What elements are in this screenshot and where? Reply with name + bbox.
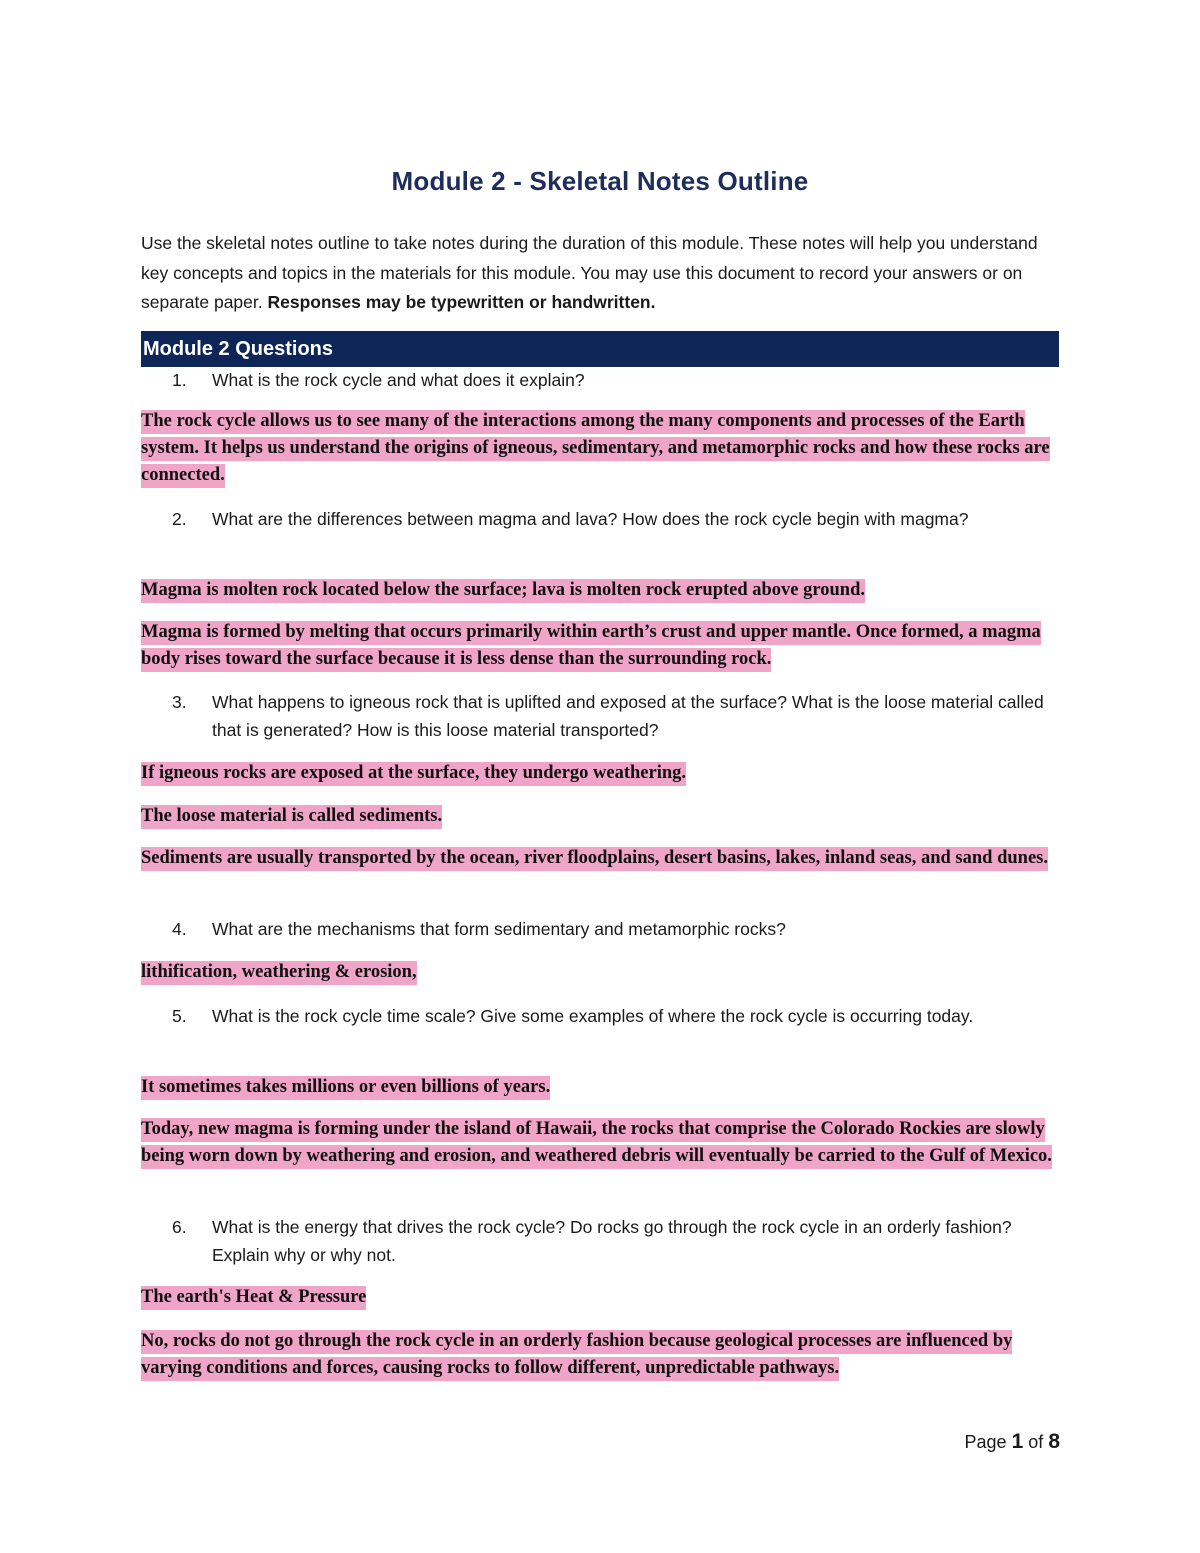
question-number: 6.	[172, 1217, 187, 1237]
answer-5a	[141, 1074, 1066, 1101]
question-6	[172, 1213, 1052, 1269]
answer-text: Sediments are usually transported by the ocean, river floodplains, desert basins, lakes, inland seas, and sand dunes.	[141, 847, 1048, 871]
answer-text: The earth's Heat & Pressure	[141, 1286, 366, 1310]
question-number: 1.	[172, 370, 187, 390]
answer-6a	[141, 1284, 1066, 1311]
question-text: What happens to igneous rock that is uplifted and exposed at the surface? What is the loose material called that is generated? How is this loose material transported?	[212, 692, 1044, 740]
question-4	[172, 915, 1052, 943]
question-5	[172, 1002, 1052, 1030]
answer-text: Magma is molten rock located below the surface; lava is molten rock erupted above ground.	[141, 579, 865, 603]
question-text: What is the energy that drives the rock cycle? Do rocks go through the rock cycle in an orderly fashion? Explain why or why not.	[212, 1217, 1012, 1265]
question-text: What are the differences between magma and lava? How does the rock cycle begin with magma?	[212, 509, 969, 529]
answer-2a	[141, 577, 1066, 604]
question-number: 2.	[172, 509, 187, 529]
answer-3c	[141, 845, 1066, 872]
answer-text: Today, new magma is forming under the island of Hawaii, the rocks that comprise the Colorado Rockies are slowly being worn down by weathering and erosion, and weathered debris will eventually be carried to the Gulf of Mexico.	[141, 1118, 1052, 1169]
total-pages: 8	[1048, 1430, 1060, 1453]
question-number: 5.	[172, 1006, 187, 1026]
question-text: What is the rock cycle and what does it explain?	[212, 370, 585, 390]
answer-3b	[141, 803, 1066, 830]
answer-1	[141, 408, 1066, 489]
answer-text: Magma is formed by melting that occurs primarily within earth’s crust and upper mantle. Once formed, a magma body rises toward the surface because it is less dense than the surrounding rock.	[141, 621, 1041, 672]
question-2	[172, 505, 1052, 533]
section-header: Module 2 Questions	[141, 331, 1059, 367]
answer-2b	[141, 619, 1066, 673]
question-1	[172, 366, 1052, 394]
question-number: 3.	[172, 692, 187, 712]
answer-text: The rock cycle allows us to see many of the interactions among the many components and processes of the Earth system. It helps us understand the origins of igneous, sedimentary, and metamorphic rocks and how these rocks are connected.	[141, 410, 1050, 488]
page-word: Page	[964, 1432, 1007, 1452]
current-page-number: 1	[1011, 1430, 1024, 1453]
answer-3a	[141, 760, 1066, 787]
question-text: What is the rock cycle time scale? Give some examples of where the rock cycle is occurring today.	[212, 1006, 974, 1026]
intro-bold-note: Responses may be typewritten or handwritten.	[267, 292, 656, 312]
answer-text: If igneous rocks are exposed at the surface, they undergo weathering.	[141, 762, 686, 786]
intro-text: Use the skeletal notes outline to take notes during the duration of this module. These notes will help you understand key concepts and topics in the materials for this module. You may use this document to record your answers or on separate paper.	[141, 233, 1038, 312]
answer-text: No, rocks do not go through the rock cycle in an orderly fashion because geological processes are influenced by varying conditions and forces, causing rocks to follow different, unpredictable pathways.	[141, 1330, 1012, 1381]
of-word: of	[1028, 1432, 1044, 1452]
intro-paragraph	[141, 229, 1061, 318]
answer-text: It sometimes takes millions or even billions of years.	[141, 1076, 550, 1100]
page-footer	[965, 1430, 1060, 1454]
answer-6b	[141, 1328, 1066, 1382]
question-number: 4.	[172, 919, 187, 939]
answer-4	[141, 959, 1066, 986]
question-3	[172, 688, 1052, 744]
page-title: Module 2 - Skeletal Notes Outline	[391, 166, 809, 196]
answer-5b	[141, 1116, 1066, 1170]
question-text: What are the mechanisms that form sedimentary and metamorphic rocks?	[212, 919, 786, 939]
answer-text: lithification, weathering & erosion,	[141, 961, 417, 985]
answer-text: The loose material is called sediments.	[141, 805, 442, 829]
